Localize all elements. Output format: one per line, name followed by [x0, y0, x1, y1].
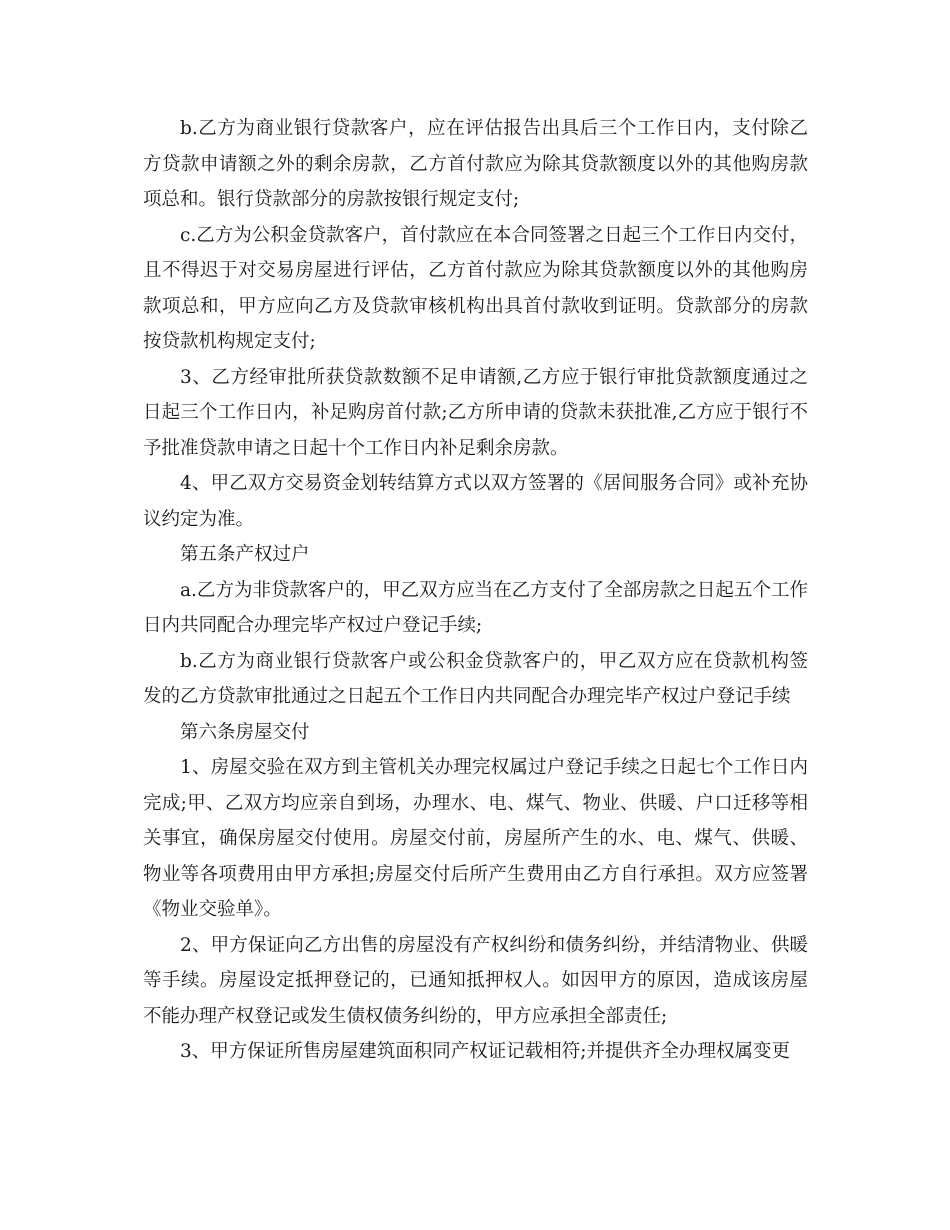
article-6-heading: 第六条房屋交付: [180, 721, 310, 743]
paragraph-3-area-guarantee: 3、甲方保证所售房屋建筑面积同产权证记载相符;并提供齐全办理权属变更: [180, 1041, 791, 1062]
document-body: [143, 111, 808, 1070]
paragraph-a-non-loan-transfer: a.乙方为非贷款客户的，甲乙双方应当在乙方支付了全部房款之日起五个工作日内共同配合办理完毕产权过户登记手续;: [143, 579, 808, 636]
article-5-heading: 第五条产权过户: [180, 544, 310, 565]
paragraph-2-title-guarantee: 2、甲方保证向乙方出售的房屋没有产权纠纷和债务纠纷，并结清物业、供暖等手续。房屋设定抵押登记的，已通知抵押权人。如因甲方的原因，造成该房屋不能办理产权登记或发生债权债务纠纷的，甲方应承担全部责任;: [143, 934, 808, 1027]
paragraph-1-handover: 1、房屋交验在双方到主管机关办理完权属过户登记手续之日起七个工作日内完成;甲、乙双方均应亲自到场，办理水、电、煤气、物业、供暖、户口迁移等相关事宜，确保房屋交付使用。房屋交付前，房屋所产生的水、电、煤气、供暖、物业等各项费用由甲方承担;房屋交付后所产生费用由乙方自行承担。双方应签署《物业交验单》。: [143, 757, 808, 920]
paragraph-4-settlement: 4、甲乙双方交易资金划转结算方式以双方签署的《居间服务合同》或补充协议约定为准。: [143, 473, 808, 530]
paragraph-c-provident-fund-loan: c.乙方为公积金贷款客户，首付款应在本合同签署之日起三个工作日内交付，且不得迟于对交易房屋进行评估，乙方首付款应为除其贷款额度以外的其他购房款项总和，甲方应向乙方及贷款审核机构出具首付款收到证明。贷款部分的房款按贷款机构规定支付;: [143, 224, 808, 352]
paragraph-b-loan-transfer: b.乙方为商业银行贷款客户或公积金贷款客户的，甲乙双方应在贷款机构签发的乙方贷款审批通过之日起五个工作日内共同配合办理完毕产权过户登记手续: [143, 650, 808, 707]
paragraph-b-commercial-loan: b.乙方为商业银行贷款客户，应在评估报告出具后三个工作日内，支付除乙方贷款申请额之外的剩余房款，乙方首付款应为除其贷款额度以外的其他购房款项总和。银行贷款部分的房款按银行规定支付;: [143, 118, 808, 210]
paragraph-3-loan-shortfall: 3、乙方经审批所获贷款数额不足申请额,乙方应于银行审批贷款额度通过之日起三个工作日内，补足购房首付款;乙方所申请的贷款未获批准,乙方应于银行不予批准贷款申请之日起十个工作日内补足剩余房款。: [143, 366, 808, 459]
